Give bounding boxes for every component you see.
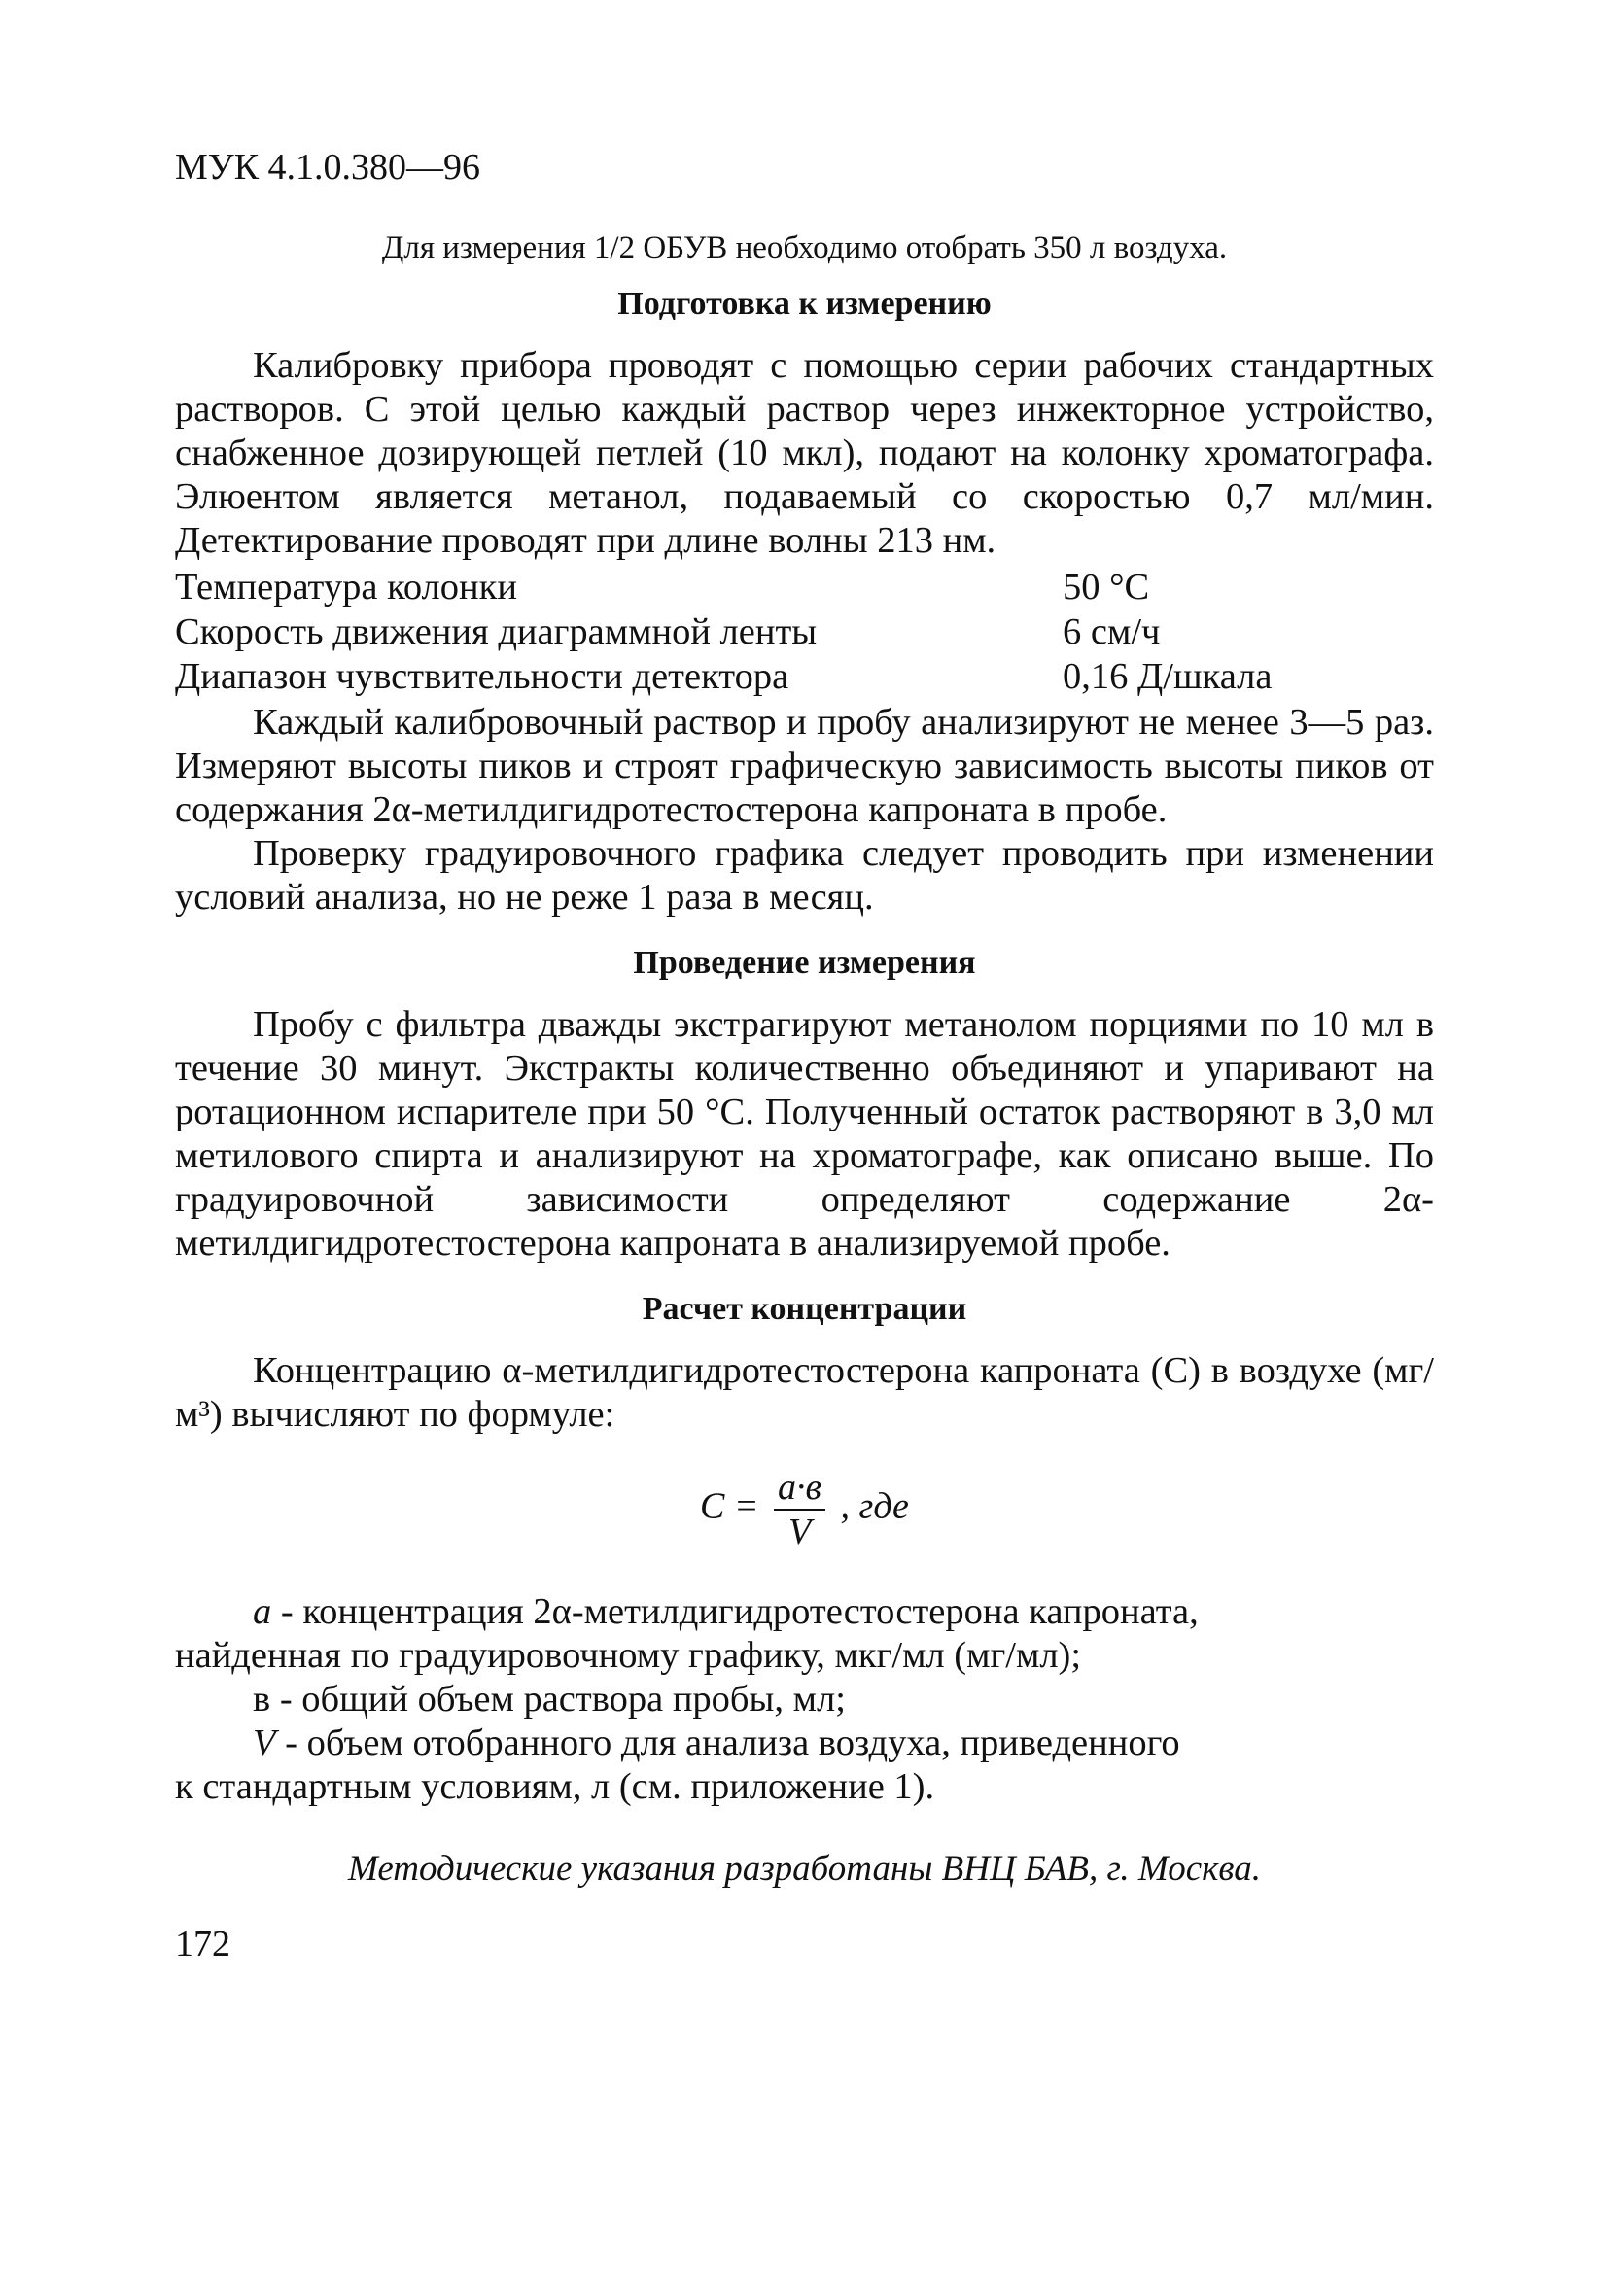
section-title-calculation: Расчет концентрации — [642, 1291, 967, 1327]
paragraph-graph-check: Проверку градуировочного графика следует проводить при изменении условий анализа, но не реже 1 раза в месяц. — [175, 833, 1434, 918]
definition-volume — [175, 1722, 1434, 1765]
definition-text: - концентрация 2α-метилдигидротестостерона капроната, — [271, 1591, 1199, 1632]
paragraph-calibration: Калибровку прибора проводят с помощью серии рабочих стандартных растворов. С этой целью каждый раствор через инжекторное устройство, снабженное дозирующей петлей (10 мкл), подают на колонку хроматографа. Элюентом является метанол, подаваемый со скоростью 0,7 мл/мин. Детектирование проводят при длине волны 213 нм. — [175, 345, 1434, 561]
parameter-value: 0,16 Д/шкала — [1063, 656, 1273, 697]
footer-note: Методические указания разработаны ВНЦ БАВ, г. Москва. — [348, 1849, 1261, 1889]
formula-suffix: , где — [840, 1485, 909, 1527]
parameter-row — [175, 654, 1434, 699]
definition-text: - общий объем раствора пробы, мл; — [270, 1679, 846, 1720]
definition-symbol: в — [253, 1679, 271, 1720]
definition-a — [175, 1590, 1434, 1634]
paragraph-concentration: Концентрацию α-метилдигидротестостерона капроната (С) в воздухе (мг/м³) вычисляют по формуле: — [175, 1350, 1434, 1435]
parameter-name: Скорость движения диаграммной ленты — [175, 611, 818, 652]
parameter-value: 6 см/ч — [1063, 611, 1161, 652]
parameter-name: Диапазон чувствительности детектора — [175, 656, 789, 697]
paragraph-measurement: Пробу с фильтра дважды экстрагируют метанолом порциями по 10 мл в течение 30 минут. Экстракты количественно объединяют и упаривают на ротационном испарителе при 50 °С. Полученный остаток растворяют в 3,0 мл метилового спирта и анализируют на хроматографе, как описано выше. По градуировочной зависимости определяют содержание 2α-метилдигидротестостерона капроната в анализируемой пробе. — [175, 1004, 1434, 1264]
intro-line: Для измерения 1/2 ОБУВ необходимо отобрать 350 л воздуха. — [381, 230, 1228, 265]
definition-symbol: V — [253, 1722, 276, 1763]
document-page — [175, 146, 1434, 1966]
section-title-measurement: Проведение измерения — [633, 945, 976, 981]
definition-v-lower — [175, 1678, 1434, 1722]
formula-denominator: V — [787, 1512, 812, 1552]
section-title-preparation: Подготовка к измерению — [617, 286, 992, 322]
formula-numerator: а·в — [774, 1466, 825, 1511]
parameter-name: Температура колонки — [175, 567, 517, 608]
definition-text: - объем отобранного для анализа воздуха, приведенного — [275, 1722, 1180, 1763]
formula-lhs: C = — [700, 1485, 759, 1527]
document-header: МУК 4.1.0.380—96 — [175, 147, 481, 188]
definition-symbol: а — [253, 1591, 272, 1632]
definition-volume-cont: к стандартным условиям, л (см. приложение 1). — [175, 1766, 935, 1807]
concentration-formula — [175, 1466, 1434, 1553]
paragraph-calibration-runs: Каждый калибровочный раствор и пробу анализируют не менее 3—5 раз. Измеряют высоты пиков и строят графическую зависимость высоты пиков от содержания 2α-метилдигидротестостерона капроната в пробе. — [175, 702, 1434, 830]
definition-a-cont: найденная по градуировочному графику, мкг/мл (мг/мл); — [175, 1635, 1082, 1676]
parameters-table — [175, 565, 1434, 699]
parameter-row — [175, 609, 1434, 654]
parameter-row — [175, 565, 1434, 609]
formula-fraction — [774, 1466, 825, 1553]
page-number: 172 — [175, 1924, 230, 1965]
parameter-value: 50 °С — [1063, 567, 1150, 608]
